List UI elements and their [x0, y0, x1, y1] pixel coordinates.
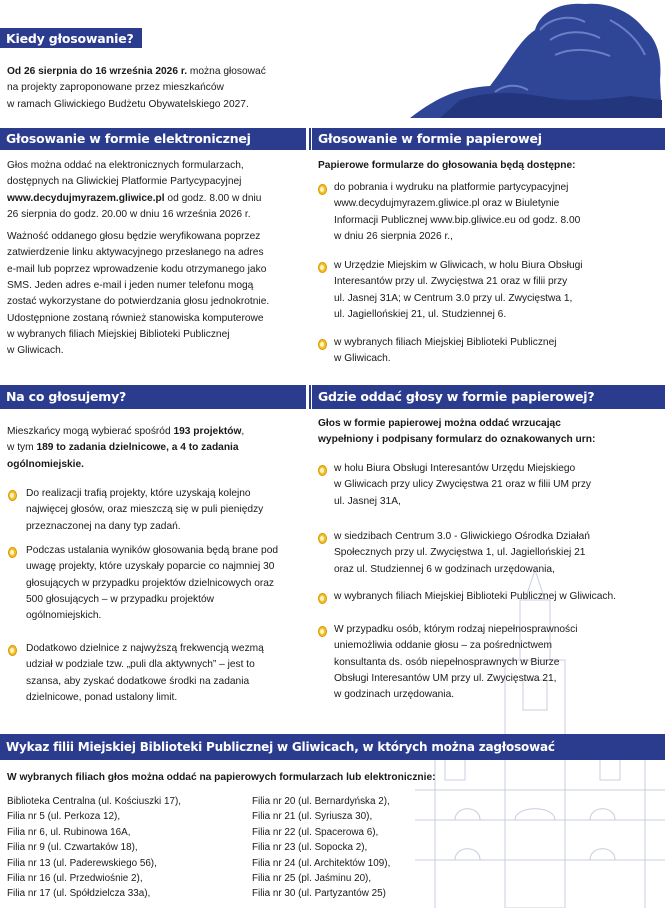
- text-line: w ramach Gliwickiego Budżetu Obywatelskiego 2027.: [7, 98, 249, 110]
- text-line: ,: [241, 426, 245, 437]
- column-divider: [309, 128, 311, 150]
- text-line: Głos w formie papierowej można oddać wrzucając: [318, 418, 561, 429]
- text-line: 26 sierpnia do godz. 20.00 w dniu 16 września 2026 r.: [7, 208, 251, 220]
- lion-sculpture-icon: [400, 0, 665, 122]
- list-item: Filia nr 16 (ul. Przedwiośnie 2),: [7, 873, 143, 885]
- list-item: Filia nr 20 (ul. Bernardyńska 2),: [252, 796, 390, 807]
- text-line: dzielnicowe, ponad ustalony limit.: [26, 691, 178, 703]
- list-item: Biblioteka Centralna (ul. Kościuszki 17),: [7, 796, 181, 807]
- text-line: Mieszkańcy mogą wybierać spośród: [7, 426, 174, 437]
- text-line: na projekty zaproponowane przez mieszkańców: [7, 82, 224, 94]
- list-item: Filia nr 6, ul. Rubinowa 16A,: [7, 826, 131, 838]
- text-line: przeznaczonej na dany typ zadań.: [26, 520, 181, 532]
- text-line: www.decydujmyrazem.gliwice.pl oraz w Biuletynie: [334, 198, 560, 210]
- text-line: Ważność oddanego głosu będzie weryfikowana poprzez: [7, 231, 261, 243]
- paper-bullet-2: [334, 258, 659, 323]
- text-line: e-mail lub poprzez wprowadzenie kodu otrzymanego jako: [7, 263, 267, 275]
- section-title-paper: [312, 128, 665, 150]
- what-intro: [7, 424, 305, 473]
- text-line: zatwierdzenie linku aktywacyjnego przesłanego na adres: [7, 247, 264, 259]
- text-line: od godz. 8.00 w dniu: [164, 192, 262, 204]
- when-dates: Od 26 sierpnia do 16 września 2026 r.: [7, 66, 188, 77]
- text-line: uwagę projekty, które uzyskały poparcie co najmniej 30: [26, 561, 275, 573]
- list-item: Filia nr 23 (ul. Sopocka 2),: [252, 842, 368, 854]
- text-line: 193 projektów: [173, 426, 242, 437]
- text-line: głosujących w przypadku projektów dzielnicowych oraz: [26, 577, 275, 589]
- where-bullet-4: [334, 622, 659, 703]
- platform-link[interactable]: www.decydujmyrazem.gliwice.pl: [7, 192, 165, 204]
- text-line: w wybranych filiach Miejskiej Biblioteki Publicznej w Gliwicach.: [334, 591, 616, 602]
- text-line: w Gliwicach przy ulicy Zwycięstwa 21 oraz w filii UM przy: [334, 479, 592, 491]
- list-item: Filia nr 17 (ul. Spółdzielcza 33a),: [7, 888, 151, 900]
- text-line: udział w podziale tzw. „puli dla aktywnych” – jest to: [26, 659, 255, 671]
- text-line: 189 to zadania dzielnicowe, a 4 to zadania: [36, 442, 239, 454]
- text-line: do pobrania i wydruku na platformie partycypacyjnej: [334, 182, 569, 193]
- coin-bullet-icon: [8, 490, 17, 501]
- text-line: w tym: [7, 442, 37, 454]
- section-title-when: [0, 28, 142, 48]
- list-item: Filia nr 5 (ul. Perkoza 12),: [7, 811, 121, 823]
- text-line: najwięcej głosów, oraz mieszczą się w puli pieniędzy: [26, 504, 264, 516]
- text-line: można głosować: [187, 66, 266, 77]
- list-item: Filia nr 22 (ul. Spacerowa 6),: [252, 826, 379, 838]
- list-item: Filia nr 25 (pl. Jaśminu 20),: [252, 873, 372, 885]
- text-line: Społecznych przy ul. Zwycięstwa 1, ul. Jagiellońskiej 21: [334, 547, 586, 559]
- libraries-col-2: [252, 794, 492, 902]
- text-line: ul. Jagiellońskiej 21, ul. Studziennej 6.: [334, 308, 507, 320]
- paper-bullet-1: [334, 180, 659, 245]
- text-line: ogólnomiejskich.: [26, 610, 102, 622]
- coin-bullet-icon: [318, 465, 327, 476]
- list-item: Filia nr 9 (ul. Czwartaków 18),: [7, 842, 138, 854]
- paper-bullet-3: [334, 335, 659, 368]
- paper-intro: Papierowe formularze do głosowania będą dostępne:: [318, 160, 576, 171]
- what-bullet-2: [26, 543, 311, 624]
- text-line: Głos można oddać na elektronicznych formularzach,: [7, 160, 244, 171]
- electronic-text: [7, 158, 305, 360]
- text-line: Udostępnione zostaną również stanowiska komputerowe: [7, 312, 264, 324]
- text-line: konsultanta ds. osób niepełnosprawnych w Biurze: [334, 656, 560, 668]
- text-line: Na co głosujemy?: [6, 389, 127, 404]
- text-line: Głosowanie w formie elektronicznej: [6, 131, 251, 146]
- text-line: zostać wykorzystane do potwierdzania głosu jednokrotnie.: [7, 296, 270, 308]
- text-line: w holu Biura Obsługi Interesantów Urzędu Miejskiego: [334, 463, 576, 474]
- text-line: ogólnomiejskie.: [7, 458, 84, 470]
- text-line: ul. Jasnej 31A,: [334, 495, 401, 507]
- list-item: Filia nr 24 (ul. Architektów 109),: [252, 857, 391, 869]
- text-line: wypełniony i podpisany formularz do oznakowanych urn:: [318, 434, 596, 446]
- where-bullet-1: [334, 461, 659, 510]
- coin-bullet-icon: [8, 645, 17, 656]
- list-item: Filia nr 30 (ul. Partyzantów 25): [252, 888, 386, 900]
- when-text: [7, 64, 397, 113]
- text-line: Do realizacji trafią projekty, które uzyskają kolejno: [26, 488, 251, 499]
- list-item: Filia nr 21 (ul. Syriusza 30),: [252, 811, 373, 823]
- coin-bullet-icon: [318, 593, 327, 604]
- where-intro: [318, 416, 658, 449]
- text-line: szansa, aby zyskać dodatkowe środki na zadania: [26, 675, 250, 687]
- text-line: w Gliwicach.: [334, 353, 391, 365]
- text-line: w wybranych filiach Miejskiej Biblioteki Publicznej: [334, 337, 557, 348]
- text-line: w godzinach urzędowania.: [334, 689, 455, 701]
- section-title-libraries: [0, 734, 665, 760]
- where-bullet-3: [334, 589, 659, 605]
- text-line: Gdzie oddać głosy w formie papierowej?: [318, 389, 595, 404]
- section-title-electronic: [0, 128, 306, 150]
- text-line: SMS. Jeden adres e-mail i jeden numer telefonu mogą: [7, 280, 254, 292]
- text-line: ul. Jasnej 31A; w Centrum 3.0 przy ul. Zwycięstwa 1,: [334, 292, 573, 304]
- text-line: dostępnych na Gliwickiej Platformie Partycypacyjnej: [7, 176, 242, 188]
- text-line: Kiedy głosowanie?: [6, 31, 134, 46]
- text-line: w dniu 26 sierpnia 2026 r.,: [334, 230, 453, 242]
- coin-bullet-icon: [318, 339, 327, 350]
- coin-bullet-icon: [318, 184, 327, 195]
- text-line: oraz ul. Studziennej 6 w godzinach urzędowania,: [334, 563, 555, 575]
- text-line: w siedzibach Centrum 3.0 - Gliwickiego Ośrodka Działań: [334, 531, 590, 542]
- coin-bullet-icon: [318, 533, 327, 544]
- text-line: uniemożliwia oddanie głosu – za pośrednictwem: [334, 640, 553, 652]
- text-line: w Urzędzie Miejskim w Gliwicach, w holu Biura Obsługi: [334, 260, 583, 271]
- libraries-col-1: [7, 794, 247, 902]
- text-line: 500 głosujących – w przypadku projektów: [26, 593, 215, 605]
- text-line: Informacji Publicznej www.bip.gliwice.eu od godz. 8.00: [334, 214, 581, 226]
- what-bullet-3: [26, 641, 311, 706]
- coin-bullet-icon: [318, 262, 327, 273]
- text-line: Obsługi Interesantów UM przy ul. Zwycięstwa 21,: [334, 672, 557, 684]
- where-bullet-2: [334, 529, 659, 578]
- text-line: Głosowanie w formie papierowej: [318, 131, 542, 146]
- text-line: W przypadku osób, którym rodzaj niepełnosprawności: [334, 624, 578, 635]
- section-title-what: [0, 385, 306, 409]
- what-bullet-1: [26, 486, 311, 535]
- coin-bullet-icon: [318, 626, 327, 637]
- text-line: Podczas ustalania wyników głosowania będą brane pod: [26, 545, 279, 556]
- text-line: w Gliwicach.: [7, 345, 64, 357]
- libraries-intro: W wybranych filiach głos można oddać na papierowych formularzach lub elektronicznie:: [7, 772, 436, 783]
- text-line: w wybranych filiach Miejskiej Biblioteki Publicznej: [7, 328, 230, 340]
- text-line: Dodatkowo dzielnice z najwyższą frekwencją wezmą: [26, 643, 264, 654]
- text-line: Interesantów przy ul. Zwycięstwa 21 oraz w filii przy: [334, 276, 568, 288]
- list-item: Filia nr 13 (ul. Paderewskiego 56),: [7, 857, 157, 869]
- section-title-where: [312, 385, 665, 409]
- column-divider: [309, 385, 311, 409]
- text-line: Wykaz filii Miejskiej Biblioteki Publicznej w Gliwicach, w których można zagłosować: [6, 740, 555, 754]
- coin-bullet-icon: [8, 547, 17, 558]
